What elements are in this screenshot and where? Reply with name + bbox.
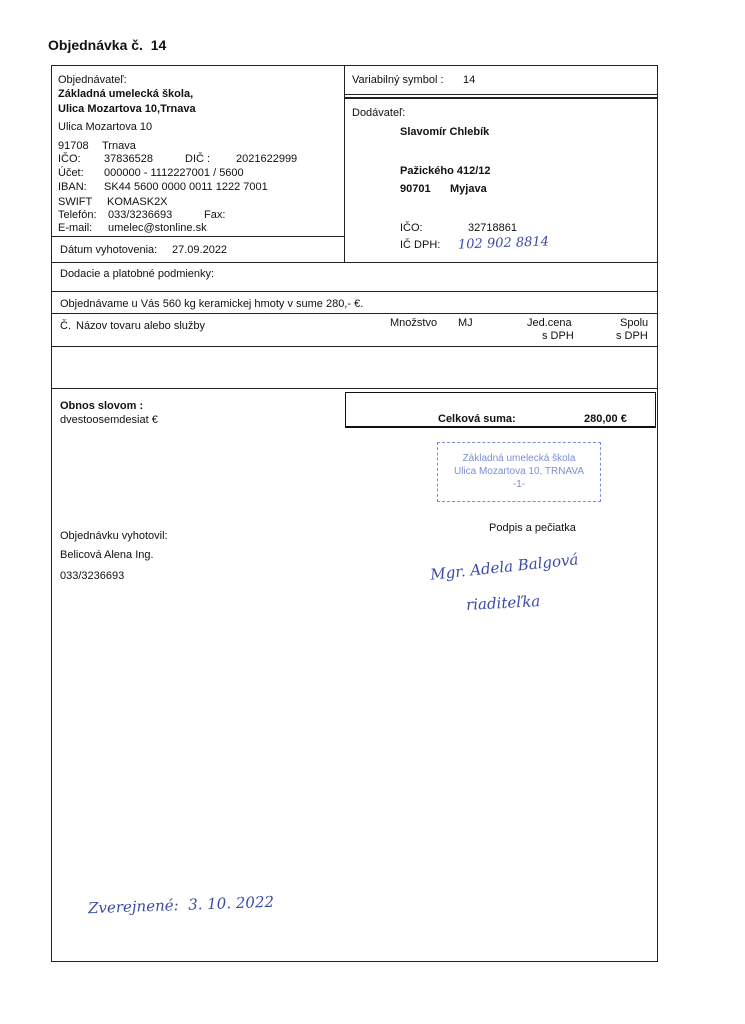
orderer-swift-label: SWIFT bbox=[58, 196, 93, 208]
page-title bbox=[48, 37, 166, 53]
supplier-ico: 32718861 bbox=[468, 222, 517, 234]
orderer-street: Ulica Mozartova 10 bbox=[58, 121, 153, 133]
orderer-email: umelec@stonline.sk bbox=[108, 222, 207, 234]
supplier-ico-label: IČO: bbox=[400, 222, 423, 234]
divider-vs bbox=[344, 94, 658, 95]
orderer-dic: 2021622999 bbox=[236, 153, 298, 165]
col-mj: MJ bbox=[458, 317, 473, 329]
datum-label: Dátum vyhotovenia: bbox=[60, 244, 158, 256]
orderer-name: Základná umelecká škola, bbox=[58, 88, 194, 100]
divider-dodacie bbox=[51, 262, 658, 263]
orderer-label: Objednávateľ: bbox=[58, 74, 127, 86]
slovom-label: Obnos slovom : bbox=[60, 400, 144, 412]
orderer-email-label: E-mail: bbox=[58, 222, 93, 234]
divider-table-header bbox=[51, 346, 658, 347]
divider-summary bbox=[51, 388, 658, 389]
orderer-city: Trnava bbox=[102, 140, 136, 152]
dodacie-label: Dodacie a platobné podmienky: bbox=[60, 268, 215, 280]
orderer-telefon-label: Telefón: bbox=[58, 209, 97, 221]
divider-datum bbox=[51, 236, 344, 237]
orderer-zip: 91708 bbox=[58, 140, 89, 152]
divider-text bbox=[51, 291, 658, 292]
slovom-value: dvestoosemdesiat € bbox=[60, 414, 158, 426]
total-label: Celková suma: bbox=[438, 413, 516, 425]
col-total-2: s DPH bbox=[616, 330, 648, 342]
signature-role-handwritten: riaditeľka bbox=[465, 592, 541, 614]
vyhotovil-label: Objednávku vyhotovil: bbox=[60, 530, 168, 542]
orderer-address-bold: Ulica Mozartova 10,Trnava bbox=[58, 103, 196, 115]
supplier-border bbox=[344, 97, 658, 99]
supplier-street: Pažického 412/12 bbox=[400, 165, 491, 177]
stamp-line3: -1- bbox=[512, 479, 526, 490]
signature-name-handwritten: Mgr. Adela Balgová bbox=[429, 550, 580, 584]
school-stamp bbox=[437, 442, 601, 502]
signature-label: Podpis a pečiatka bbox=[489, 522, 576, 534]
frame-right bbox=[657, 65, 658, 962]
orderer-iban-label: IBAN: bbox=[58, 181, 87, 193]
orderer-swift: KOMASK2X bbox=[107, 196, 168, 208]
col-total-1: Spolu bbox=[620, 317, 649, 329]
col-name: Názov tovaru alebo služby bbox=[76, 320, 206, 332]
supplier-city: Myjava bbox=[450, 183, 487, 195]
stamp-line1: Základná umelecká škola bbox=[462, 453, 576, 464]
vs-label: Variabilný symbol : bbox=[352, 74, 444, 86]
supplier-label: Dodávateľ: bbox=[352, 107, 406, 119]
supplier-icdph-label: IČ DPH: bbox=[400, 239, 441, 251]
orderer-ucet-label: Účet: bbox=[58, 167, 84, 179]
orderer-telefon: 033/3236693 bbox=[108, 209, 173, 221]
vyhotovil-phone: 033/3236693 bbox=[60, 570, 125, 582]
title-label: Objednávka č. bbox=[48, 37, 143, 53]
orderer-ico: 37836528 bbox=[104, 153, 153, 165]
orderer-ucet: 000000 - 1112227001 / 5600 bbox=[104, 167, 244, 179]
stamp-line2: Ulica Mozartova 10, TRNAVA bbox=[453, 466, 585, 477]
supplier-icdph-handwritten: 102 902 8814 bbox=[457, 234, 550, 253]
col-price-2: s DPH bbox=[542, 330, 574, 342]
frame-bottom bbox=[51, 961, 658, 962]
orderer-iban: SK44 5600 0000 0011 1222 7001 bbox=[104, 181, 268, 193]
col-qty: Množstvo bbox=[390, 317, 438, 329]
published-label: Zverejnené: bbox=[87, 896, 179, 918]
order-text: Objednávame u Vás 560 kg keramickej hmoty v sume 280,- €. bbox=[60, 298, 364, 310]
frame-top bbox=[51, 65, 658, 66]
col-c: Č. bbox=[60, 320, 71, 332]
orderer-ico-label: IČO: bbox=[58, 153, 81, 165]
supplier-name: Slavomír Chlebík bbox=[400, 126, 490, 138]
orderer-fax-label: Fax: bbox=[204, 209, 226, 221]
orderer-dic-label: DIČ : bbox=[185, 153, 211, 165]
frame-left bbox=[51, 65, 52, 962]
vs-value: 14 bbox=[463, 74, 476, 86]
vyhotovil-name: Belicová Alena Ing. bbox=[60, 549, 154, 561]
total-value: 280,00 € bbox=[584, 413, 627, 425]
col-price-1: Jed.cena bbox=[527, 317, 572, 329]
supplier-zip: 90701 bbox=[400, 183, 431, 195]
datum-value: 27.09.2022 bbox=[172, 244, 228, 256]
published-handwritten bbox=[88, 893, 275, 917]
divider-table-top bbox=[51, 313, 658, 314]
order-number: 14 bbox=[150, 37, 167, 53]
published-date: 3. 10. 2022 bbox=[187, 892, 275, 914]
